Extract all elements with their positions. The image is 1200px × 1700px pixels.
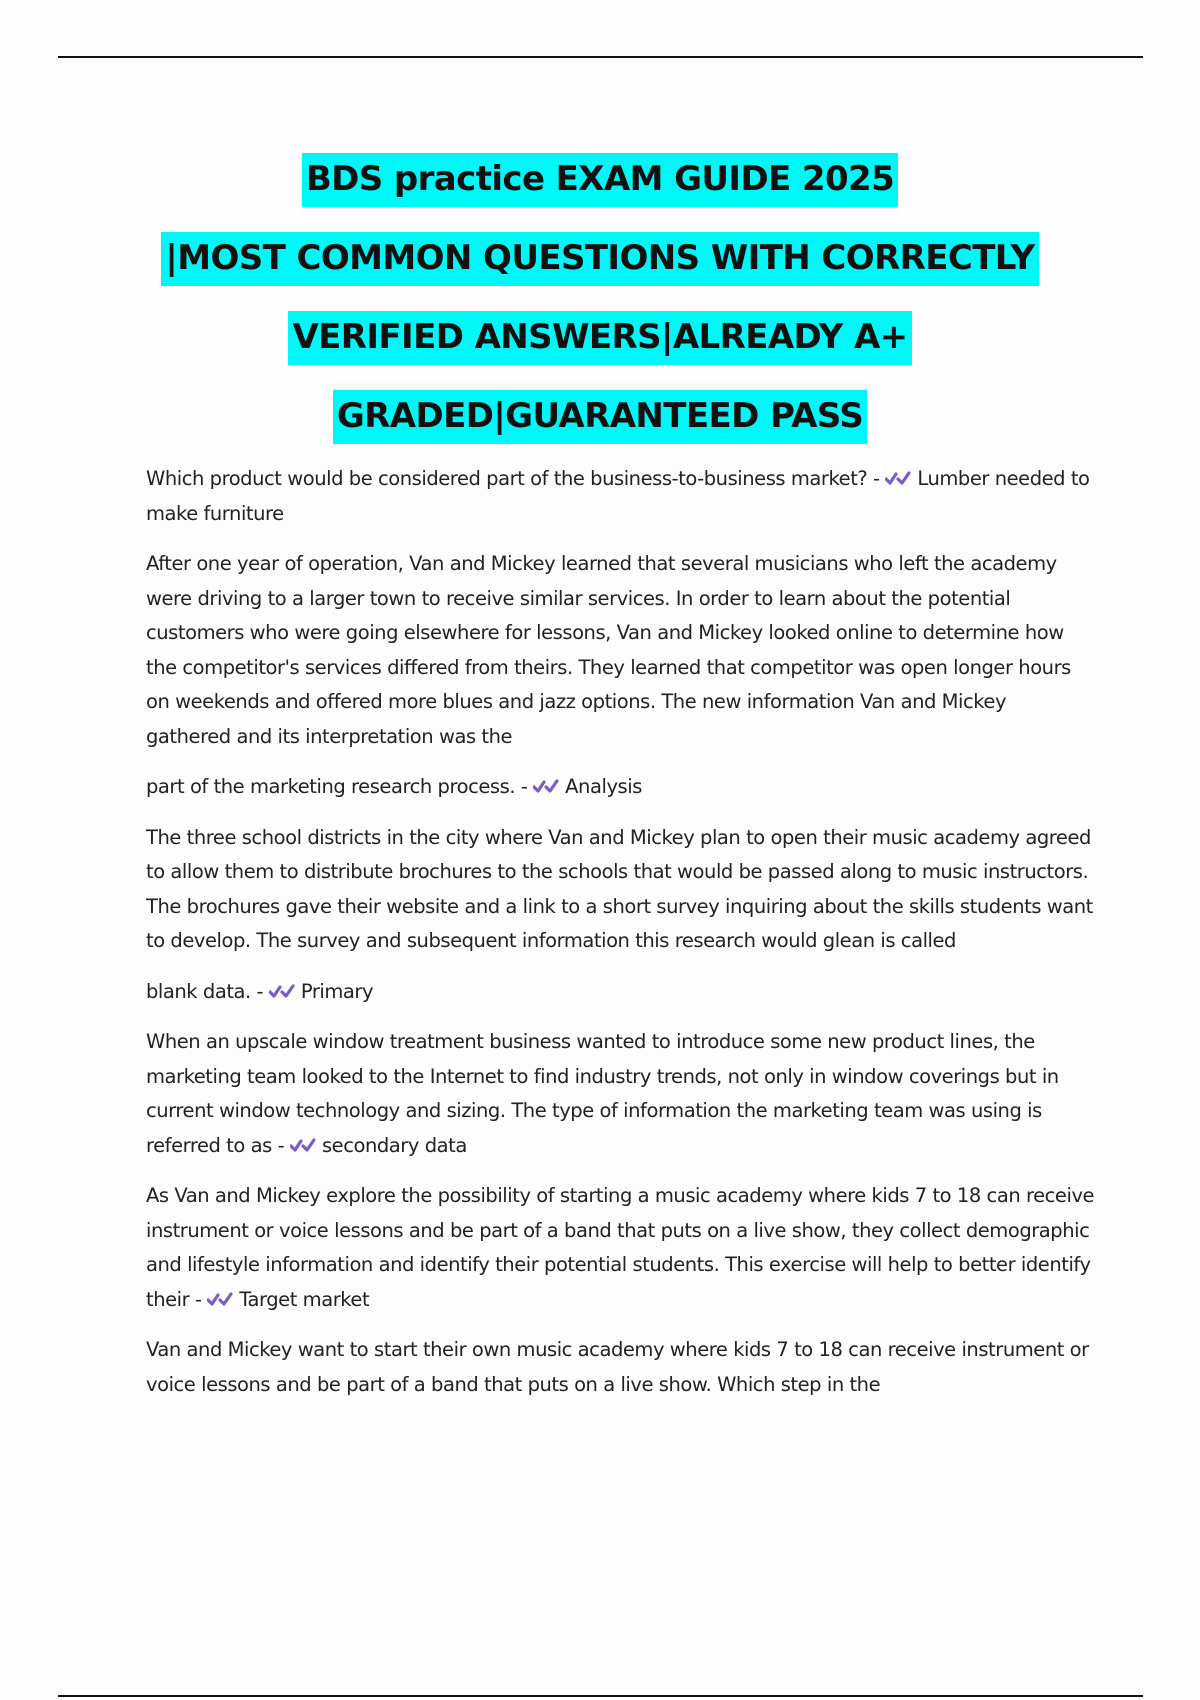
answer-text: Target market	[239, 1287, 370, 1311]
bottom-rule	[58, 1695, 1143, 1697]
qa-item	[146, 1333, 1096, 1402]
question-text: When an upscale window treatment business wanted to introduce some new product lines, the marketing team looked to the Internet to find industry trends, not only in window coverings but in current window technology and sizing. The type of information the marketing team was using is referred to as -	[146, 1030, 1059, 1157]
question-text: As Van and Mickey explore the possibility of starting a music academy where kids 7 to 18 can receive instrument or voice lessons and be part of a band that puts on a live show, they collect demographic and lifestyle information and identify their potential students. This exercise will help to better identify their -	[146, 1184, 1095, 1311]
title-line-2: |MOST COMMON QUESTIONS WITH CORRECTLY	[0, 219, 1200, 298]
double-check-icon	[207, 1289, 233, 1309]
question-text: Which product would be considered part of the business-to-business market? -	[146, 467, 880, 490]
qa-item	[146, 1025, 1096, 1163]
answer-text: Primary	[300, 979, 374, 1003]
double-check-icon	[885, 468, 911, 488]
question-text: Van and Mickey want to start their own music academy where kids 7 to 18 can receive instrument or voice lessons and be part of a band that puts on a live show. Which step in the	[146, 1338, 1089, 1396]
title-line-3: VERIFIED ANSWERS|ALREADY A+	[0, 298, 1200, 377]
qa-item-continuation	[146, 770, 1096, 805]
qa-item	[146, 462, 1096, 531]
question-text-continued: blank data. -	[146, 979, 264, 1003]
question-text: After one year of operation, Van and Mickey learned that several musicians who left the academy were driving to a larger town to receive similar services. In order to learn about the potential customers who were going elsewhere for lessons, Van and Mickey looked online to determine how the competitor's services differed from theirs. They learned that competitor was open longer hours on weekends and offered more blues and jazz options. The new information Van and Mickey gathered and its interpretation was the	[146, 552, 1071, 748]
double-check-icon	[269, 981, 295, 1001]
answer-text: Lumber needed to make furniture	[146, 467, 1090, 525]
qa-item	[146, 821, 1096, 959]
double-check-icon	[290, 1135, 316, 1155]
qa-item	[146, 1179, 1096, 1317]
title-line-4: GRADED|GUARANTEED PASS	[0, 377, 1200, 456]
qa-item-continuation	[146, 975, 1096, 1010]
answer-text: Analysis	[565, 775, 642, 798]
qa-item	[146, 547, 1096, 754]
question-text-continued: part of the marketing research process. -	[146, 775, 528, 798]
double-check-icon	[533, 776, 559, 796]
title-line-1: BDS practice EXAM GUIDE 2025	[0, 140, 1200, 219]
top-rule	[58, 56, 1143, 58]
document-title	[0, 140, 1200, 456]
question-text: The three school districts in the city where Van and Mickey plan to open their music academy agreed to allow them to distribute brochures to the schools that would be passed along to music instructors. The brochures gave their website and a link to a short survey inquiring about the skills students want to develop. The survey and subsequent information this research would glean is called	[146, 825, 1093, 952]
qa-content	[146, 462, 1096, 1418]
answer-text: secondary data	[321, 1133, 467, 1157]
